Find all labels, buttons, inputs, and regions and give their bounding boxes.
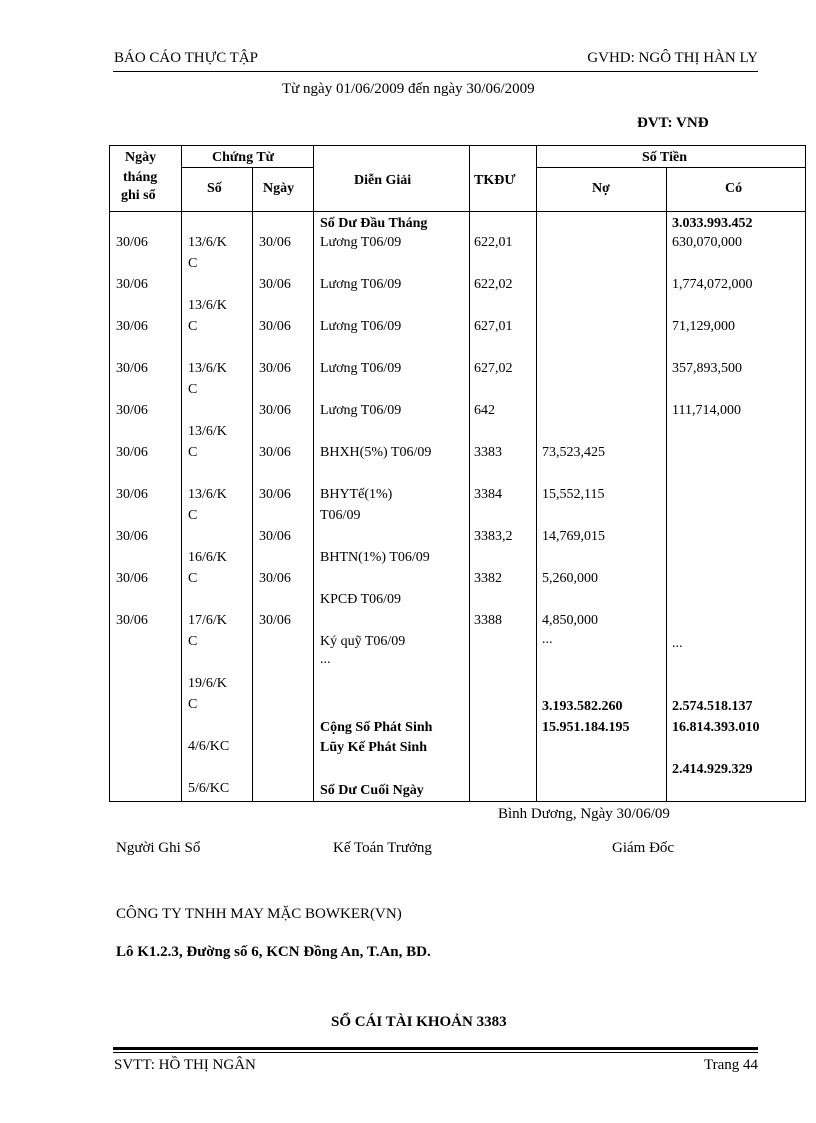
voucher-no-cell: 4/6/KC <box>188 739 230 754</box>
voucher-no-cell: C <box>188 508 198 523</box>
header-date-line2: tháng <box>123 170 158 185</box>
voucher-no-cell: 13/6/K <box>188 235 227 250</box>
description-cell: BHXH(5%) T06/09 <box>320 445 432 460</box>
debit-cell: 4,850,000 <box>542 613 598 628</box>
account-cell: 3383 <box>474 445 502 460</box>
closing-label: Số Dư Cuối Ngày <box>320 783 424 798</box>
signature-recorder: Người Ghi Sổ <box>116 840 201 856</box>
unit-label: ĐVT: VNĐ <box>637 115 709 131</box>
voucher-date-cell: 30/06 <box>259 571 291 586</box>
header-debit: Nợ <box>592 181 610 196</box>
voucher-date-cell: 30/06 <box>259 319 291 334</box>
date-cell: 30/06 <box>116 571 148 586</box>
col-line-0 <box>109 145 110 802</box>
description-cell: ... <box>320 652 331 667</box>
header-date-line3: ghi sổ <box>121 188 156 203</box>
col-line-3 <box>313 145 314 802</box>
col-line-7 <box>805 145 806 802</box>
header-left: BÁO CÁO THỰC TẬP <box>114 50 259 66</box>
voucher-no-cell: 5/6/KC <box>188 781 230 796</box>
voucher-date-cell: 30/06 <box>259 529 291 544</box>
description-cell: Lương T06/09 <box>320 361 402 376</box>
date-cell: 30/06 <box>116 235 148 250</box>
account-cell: 3384 <box>474 487 502 502</box>
account-cell: 3388 <box>474 613 502 628</box>
header-credit: Có <box>725 181 743 196</box>
voucher-no-cell: C <box>188 445 198 460</box>
debit-cell: 14,769,015 <box>542 529 605 544</box>
voucher-date-cell: 30/06 <box>259 445 291 460</box>
signature-chief-accountant: Kế Toán Trưởng <box>333 840 432 856</box>
header-account: TKĐƯ <box>474 173 516 188</box>
description-cell: Lương T06/09 <box>320 235 402 250</box>
date-cell: 30/06 <box>116 277 148 292</box>
date-cell: 30/06 <box>116 403 148 418</box>
signature-director: Giám Đốc <box>612 840 675 856</box>
col-line-2 <box>252 167 253 802</box>
company-name: CÔNG TY TNHH MAY MẶC BOWKER(VN) <box>116 906 402 922</box>
total-credit: 2.574.518.137 <box>672 699 753 714</box>
table-border-top <box>109 145 806 146</box>
place-date: Bình Dương, Ngày 30/06/09 <box>498 806 670 822</box>
cumulative-credit: 16.814.393.010 <box>672 720 760 735</box>
voucher-no-cell: 13/6/K <box>188 298 227 313</box>
voucher-no-cell: 16/6/K <box>188 550 227 565</box>
voucher-date-cell: 30/06 <box>259 403 291 418</box>
description-cell: Lương T06/09 <box>320 403 402 418</box>
header-bottom-rule <box>109 211 806 212</box>
voucher-no-cell: C <box>188 256 198 271</box>
debit-cell: 15,552,115 <box>542 487 605 502</box>
footer-rule-thick <box>113 1047 758 1050</box>
date-cell: 30/06 <box>116 445 148 460</box>
col-line-4 <box>469 145 470 802</box>
col-line-1 <box>181 145 182 802</box>
account-cell: 3383,2 <box>474 529 513 544</box>
header-description: Diễn Giải <box>354 173 412 188</box>
voucher-no-cell: C <box>188 319 198 334</box>
closing-credit: 2.414.929.329 <box>672 762 753 777</box>
account-cell: 3382 <box>474 571 502 586</box>
footer-left: SVTT: HỒ THỊ NGÂN <box>114 1057 256 1073</box>
voucher-date-cell: 30/06 <box>259 235 291 250</box>
credit-cell: 630,070,000 <box>672 235 742 250</box>
description-cell: Lương T06/09 <box>320 319 402 334</box>
header-amount: Số Tiền <box>642 150 688 165</box>
description-cell: BHYTế(1%) <box>320 487 393 502</box>
voucher-no-cell: 13/6/K <box>188 424 227 439</box>
account-cell: 627,02 <box>474 361 513 376</box>
description-cell: T06/09 <box>320 508 361 523</box>
ledger-title: SỔ CÁI TÀI KHOẢN 3383 <box>331 1014 507 1030</box>
credit-cell: 71,129,000 <box>672 319 735 334</box>
credit-cell: 357,893,500 <box>672 361 742 376</box>
opening-credit: 3.033.993.452 <box>672 216 753 231</box>
credit-cell: ... <box>672 636 683 651</box>
credit-cell: 111,714,000 <box>672 403 741 418</box>
voucher-no-cell: C <box>188 382 198 397</box>
description-cell: Lương T06/09 <box>320 277 402 292</box>
account-cell: 622,01 <box>474 235 513 250</box>
cumulative-debit: 15.951.184.195 <box>542 720 630 735</box>
description-cell: KPCĐ T06/09 <box>320 592 402 607</box>
header-voucher-no: Số <box>207 181 222 196</box>
date-cell: 30/06 <box>116 361 148 376</box>
voucher-no-cell: C <box>188 634 198 649</box>
voucher-no-cell: 17/6/K <box>188 613 227 628</box>
voucher-date-cell: 30/06 <box>259 613 291 628</box>
debit-cell: 5,260,000 <box>542 571 598 586</box>
voucher-date-cell: 30/06 <box>259 277 291 292</box>
footer-rule-thin <box>113 1052 758 1053</box>
description-cell: Ký quỹ T06/09 <box>320 634 406 649</box>
header-right: GVHD: NGÔ THỊ HÀN LY <box>587 50 758 66</box>
header-rule <box>113 71 758 72</box>
date-cell: 30/06 <box>116 613 148 628</box>
amount-header-rule <box>536 167 806 168</box>
voucher-date-cell: 30/06 <box>259 361 291 376</box>
account-cell: 622,02 <box>474 277 513 292</box>
header-date-line1: Ngày <box>125 150 157 165</box>
voucher-header-rule <box>181 167 313 168</box>
col-line-5 <box>536 145 537 802</box>
account-cell: 642 <box>474 403 495 418</box>
date-cell: 30/06 <box>116 529 148 544</box>
header-voucher: Chứng Từ <box>212 150 275 165</box>
voucher-no-cell: 13/6/K <box>188 361 227 376</box>
account-cell: 627,01 <box>474 319 513 334</box>
debit-cell: ... <box>542 632 553 647</box>
date-cell: 30/06 <box>116 319 148 334</box>
total-debit: 3.193.582.260 <box>542 699 623 714</box>
footer-page: Trang 44 <box>703 1057 758 1073</box>
voucher-no-cell: C <box>188 571 198 586</box>
table-border-bottom <box>109 801 806 802</box>
voucher-no-cell: 13/6/K <box>188 487 227 502</box>
header-voucher-date: Ngày <box>263 181 295 196</box>
debit-cell: 73,523,425 <box>542 445 605 460</box>
period: Từ ngày 01/06/2009 đến ngày 30/06/2009 <box>282 81 535 97</box>
opening-label: Số Dư Đầu Tháng <box>320 216 428 231</box>
col-line-6 <box>666 167 667 802</box>
voucher-date-cell: 30/06 <box>259 487 291 502</box>
credit-cell: 1,774,072,000 <box>672 277 753 292</box>
voucher-no-cell: 19/6/K <box>188 676 227 691</box>
description-cell: BHTN(1%) T06/09 <box>320 550 430 565</box>
total-label: Cộng Số Phát Sinh <box>320 720 433 735</box>
voucher-no-cell: C <box>188 697 198 712</box>
company-address: Lô K1.2.3, Đường số 6, KCN Đồng An, T.An, BD. <box>116 944 431 960</box>
cumulative-label: Lũy Kế Phát Sinh <box>320 740 427 755</box>
date-cell: 30/06 <box>116 487 148 502</box>
